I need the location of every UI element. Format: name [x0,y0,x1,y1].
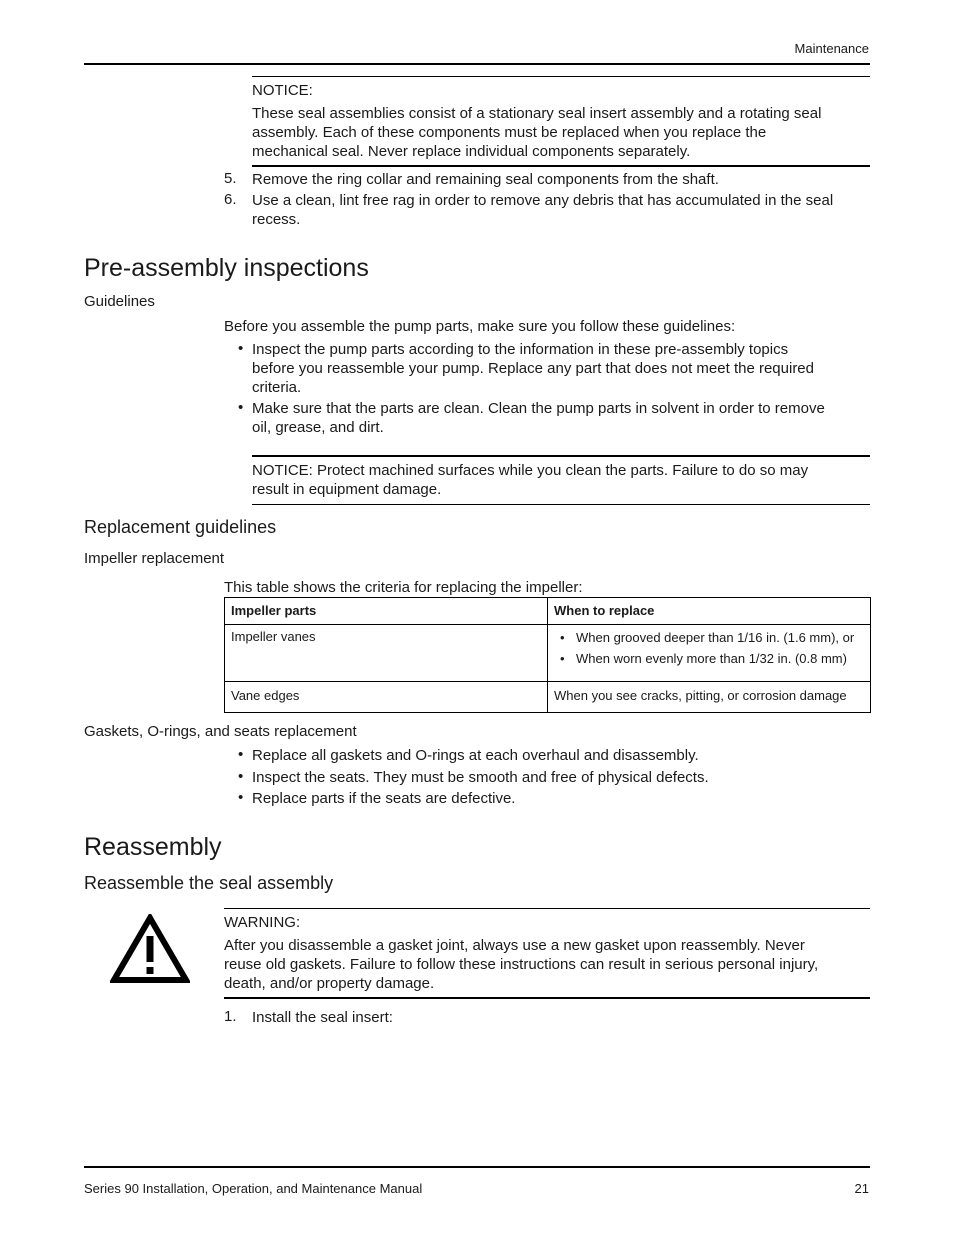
table-intro: This table shows the criteria for replacing the impeller: [224,579,583,596]
table-row [225,625,871,682]
bullet-glyph: • [238,789,244,806]
step-text: Remove the ring collar and remaining seal components from the shaft. [252,171,719,188]
subsection-title: Reassemble the seal assembly [84,873,334,893]
warning-text-line: reuse old gaskets. Failure to follow these instructions can result in serious personal injury, [224,956,819,973]
step-number: 5. [224,170,237,187]
bullet-text: Inspect the pump parts according to the information in these pre-assembly topics [252,341,789,358]
subsection-title: Replacement guidelines [84,517,277,537]
guidelines-intro: Before you assemble the pump parts, make sure you follow these guidelines: [224,318,736,335]
list-item: • When worn evenly more than 1/32 in. (0.8 mm) [554,648,864,669]
notice-label: NOTICE: [252,82,313,99]
step-number: 1. [224,1008,237,1025]
running-header-section: Maintenance [794,41,869,56]
table-header-row [225,598,871,625]
bullet-text: before you reassemble your pump. Replace any part that does not meet the required [252,360,814,377]
notice-text: Protect machined surfaces while you clean the parts. Failure to do so may [312,462,809,479]
notice-text-line: assembly. Each of these components must be replaced when you replace the [252,124,767,141]
bullet-text: Make sure that the parts are clean. Clean the pump parts in solvent in order to remove [252,400,825,417]
warning-label: WARNING: [224,914,301,931]
list-item: • When grooved deeper than 1/16 in. (1.6 mm), or [554,627,864,648]
bullet-text: Replace all gaskets and O-rings at each overhaul and disassembly. [252,747,699,764]
gaskets-heading: Gaskets, O-rings, and seats replacement [84,723,357,740]
bullet-text: criteria. [252,379,302,396]
section-title: Pre-assembly inspections [84,254,369,282]
notice-label: NOTICE: [252,462,313,479]
guidelines-heading: Guidelines [84,293,155,310]
warning-top-rule [224,908,870,909]
bullet-glyph: • [238,340,244,357]
notice-bottom-rule [252,504,870,505]
table-cell: Vane edges [225,682,548,713]
bullet-text: Inspect the seats. They must be smooth and free of physical defects. [252,769,709,786]
warning-bottom-rule [224,997,870,999]
bullet-text: Replace parts if the seats are defective. [252,790,516,807]
section-title: Reassembly [84,833,222,861]
notice-text-line: mechanical seal. Never replace individual components separately. [252,143,691,160]
footer-manual-title: Series 90 Installation, Operation, and Maintenance Manual [84,1181,423,1196]
notice-bottom-rule [252,165,870,167]
column-header: Impeller parts [225,598,548,625]
table-cell: Impeller vanes [225,625,548,682]
notice-text-line: result in equipment damage. [252,481,442,498]
column-header: When to replace [548,598,871,625]
step-text: Install the seal insert: [252,1009,393,1026]
bullet-glyph: • [238,768,244,785]
table-cell [548,625,871,682]
warning-text-line: After you disassemble a gasket joint, always use a new gasket upon reassembly. Never [224,937,805,954]
table-row [225,682,871,713]
bullet-text: oil, grease, and dirt. [252,419,384,436]
step-text: Use a clean, lint free rag in order to remove any debris that has accumulated in the seal [252,192,834,209]
notice-top-rule [252,455,870,457]
table-cell: When you see cracks, pitting, or corrosion damage [548,682,871,713]
warning-text-line: death, and/or property damage. [224,975,435,992]
bullet-glyph: • [238,746,244,763]
step-text: recess. [252,211,301,228]
bullet-glyph: • [238,399,244,416]
step-number: 6. [224,191,237,208]
notice-text-line: These seal assemblies consist of a stationary seal insert assembly and a rotating seal [252,105,822,122]
cell-bullet-list [554,627,864,669]
page-number: 21 [854,1181,869,1196]
impeller-criteria-table [224,597,871,713]
header-rule [84,63,870,65]
impeller-heading: Impeller replacement [84,550,225,567]
notice-top-rule [252,76,870,77]
footer-rule [84,1166,870,1168]
warning-triangle-icon [110,914,190,984]
notice-inline [252,461,808,480]
